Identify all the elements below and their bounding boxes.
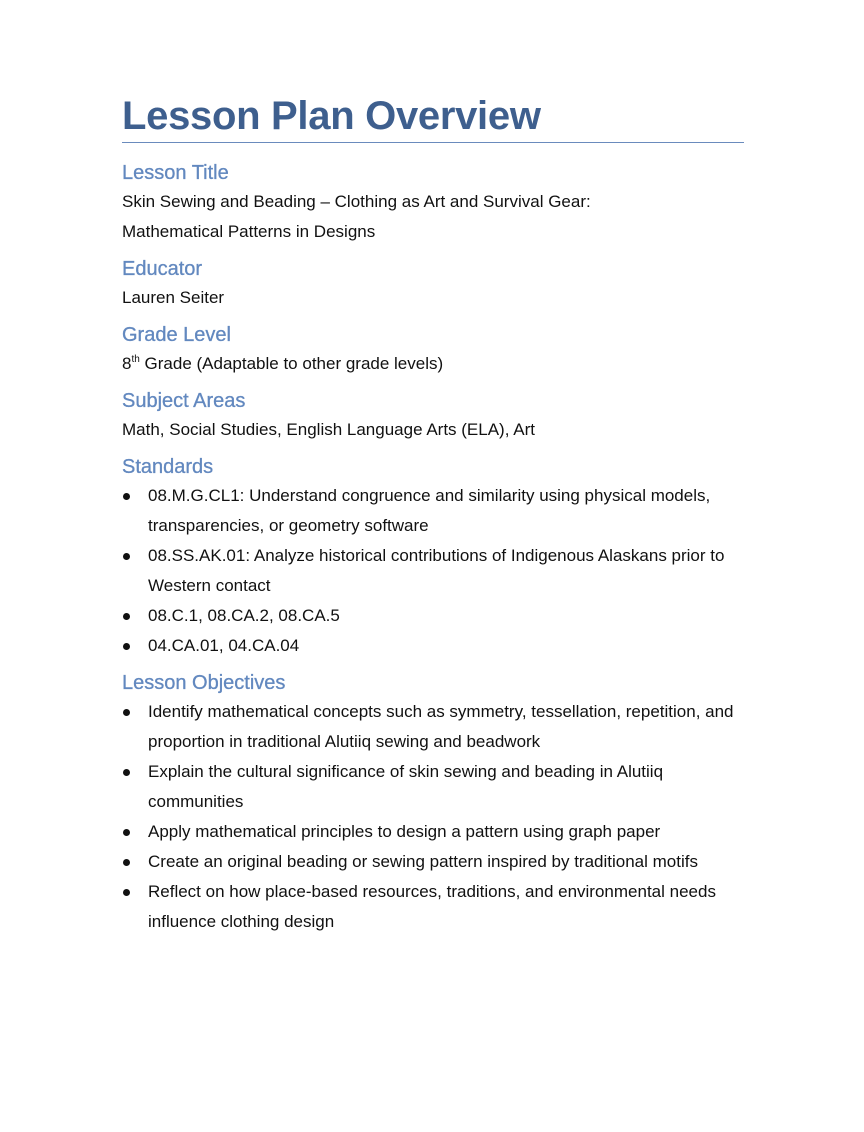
educator-section	[122, 255, 744, 313]
bullet-icon	[123, 829, 130, 836]
objectives-list	[122, 697, 744, 937]
objectives-section	[122, 669, 744, 937]
subject-areas-heading: Subject Areas	[122, 390, 246, 412]
educator-name: Lauren Seiter	[122, 288, 225, 307]
standards-heading: Standards	[122, 456, 214, 478]
standard-text: 08.C.1, 08.CA.2, 08.CA.5	[148, 606, 340, 625]
objective-text: Identify mathematical concepts such as symmetry, tessellation, repetition, and proportion in traditional Alutiiq sewing and beadwork	[148, 702, 734, 751]
standard-text: 04.CA.01, 04.CA.04	[148, 636, 300, 655]
bullet-icon	[123, 553, 130, 560]
list-item	[122, 757, 744, 817]
objective-text: Explain the cultural significance of skin sewing and beading in Alutiiq communities	[148, 762, 664, 811]
lesson-title-section	[122, 159, 744, 247]
grade-level-section	[122, 321, 744, 379]
objective-text: Create an original beading or sewing pattern inspired by traditional motifs	[148, 852, 698, 871]
bullet-icon	[123, 493, 130, 500]
list-item	[122, 697, 744, 757]
grade-number: 8	[122, 354, 132, 373]
list-item	[122, 481, 744, 541]
grade-description: Grade (Adaptable to other grade levels)	[139, 354, 444, 373]
bullet-icon	[123, 889, 130, 896]
objectives-heading: Lesson Objectives	[122, 672, 286, 694]
list-item	[122, 847, 744, 877]
objective-text: Apply mathematical principles to design a pattern using graph paper	[148, 822, 661, 841]
lesson-plan-page	[122, 92, 744, 937]
grade-level-heading: Grade Level	[122, 324, 231, 346]
lesson-title-line-2: Mathematical Patterns in Designs	[122, 222, 376, 241]
grade-ordinal-suffix: th	[131, 354, 140, 365]
standard-text: 08.M.G.CL1: Understand congruence and similarity using physical models, transparencies, or geometry software	[148, 486, 711, 535]
bullet-icon	[123, 769, 130, 776]
standard-text: 08.SS.AK.01: Analyze historical contributions of Indigenous Alaskans prior to Western contact	[148, 546, 725, 595]
list-item	[122, 631, 744, 661]
bullet-icon	[123, 613, 130, 620]
list-item	[122, 541, 744, 601]
objective-text: Reflect on how place-based resources, traditions, and environmental needs influence clothing design	[148, 882, 716, 931]
standards-section	[122, 453, 744, 661]
list-item	[122, 877, 744, 937]
grade-level-value	[122, 349, 744, 379]
bullet-icon	[123, 859, 130, 866]
lesson-title-heading: Lesson Title	[122, 162, 229, 184]
bullet-icon	[123, 709, 130, 716]
subject-areas-value: Math, Social Studies, English Language Arts (ELA), Art	[122, 420, 535, 439]
educator-heading: Educator	[122, 258, 203, 280]
list-item	[122, 601, 744, 631]
list-item	[122, 817, 744, 847]
page-title: Lesson Plan Overview	[122, 94, 541, 138]
standards-list	[122, 481, 744, 661]
bullet-icon	[123, 643, 130, 650]
subject-areas-section	[122, 387, 744, 445]
title-divider	[122, 142, 744, 143]
lesson-title-line-1: Skin Sewing and Beading – Clothing as Art and Survival Gear:	[122, 192, 591, 211]
